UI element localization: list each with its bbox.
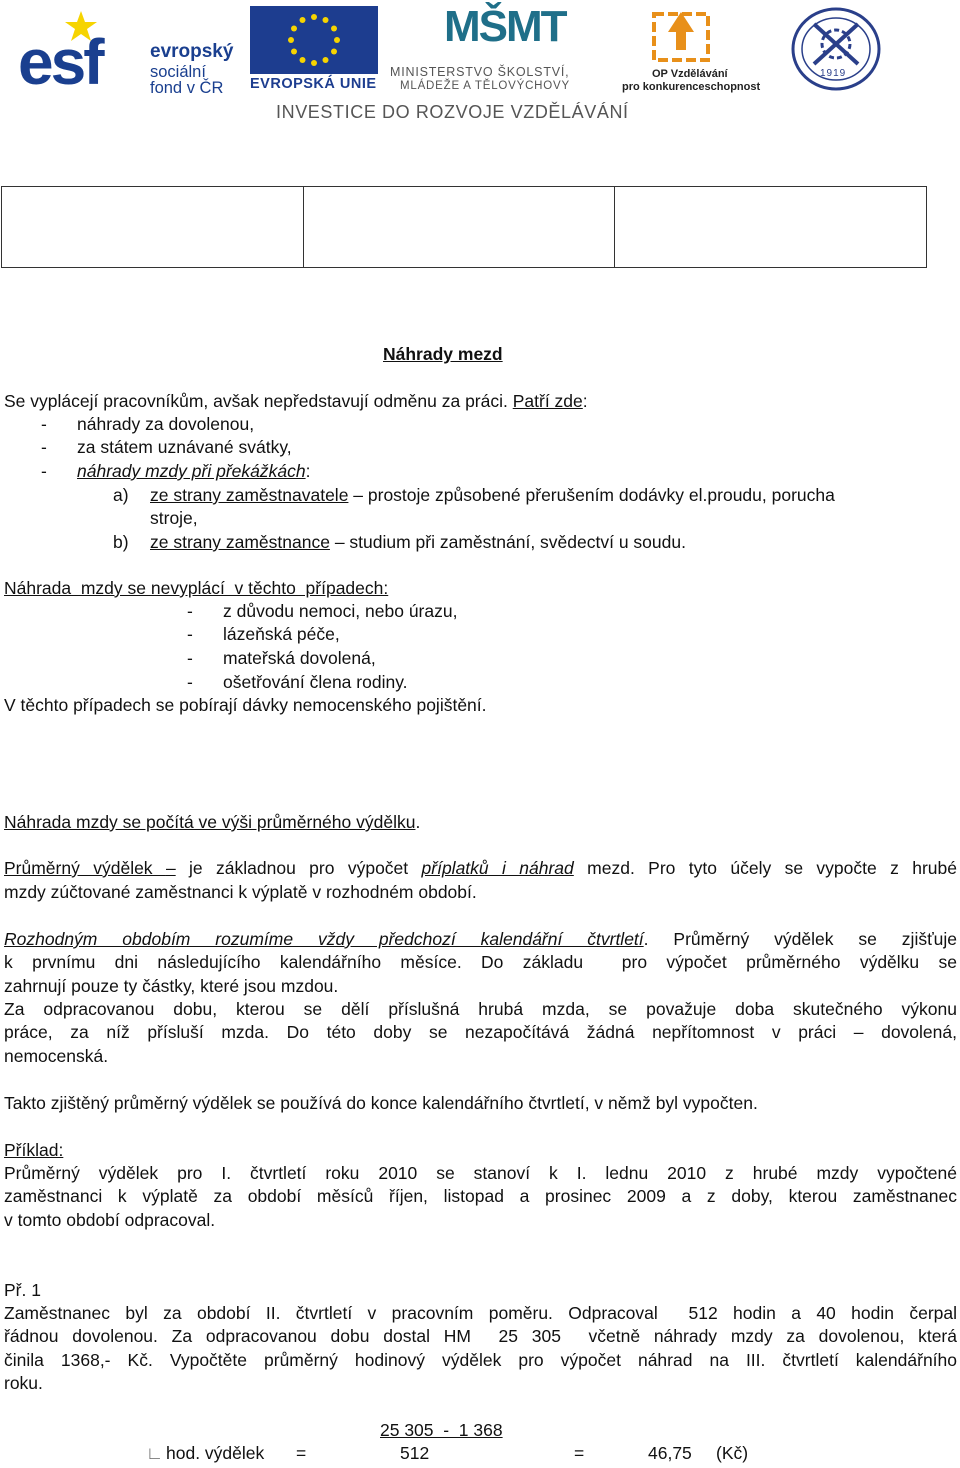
list-item-text <box>77 460 310 483</box>
nonpay-dash: - <box>187 624 193 644</box>
formula-denominator: 512 <box>400 1443 430 1463</box>
eu-stars-icon <box>286 12 342 68</box>
calc-heading-text: Náhrada mzdy se počítá ve výši průměrného výdělku <box>4 812 416 832</box>
formula-eq1: = <box>296 1443 307 1463</box>
list-dash: - <box>41 461 47 481</box>
example-line1: Průměrný výdělek pro I. čtvrtletí roku 2010 se stanoví k I. lednu 2010 z hrubé mzdy vypočtené <box>4 1163 957 1183</box>
intro-link: Patří zde <box>512 391 583 411</box>
esf-line1: evropský <box>150 41 234 62</box>
p1-dash: – <box>165 858 176 878</box>
msmt-line2: MLÁDEŽE A TĚLOVÝCHOVY <box>400 80 570 92</box>
list-item <box>41 460 47 483</box>
esf-logo <box>18 8 243 96</box>
op-logo <box>622 4 767 94</box>
p2-em: Rozhodným obdobím rozumíme vždy předchozí kalendářní čtvrtletí <box>4 929 644 949</box>
header-cell <box>2 187 304 268</box>
calc-p3-line1: Za odpracovanou dobu, kterou se dělí příslušná hrubá mzda, se považuje doba skutečného výkonu <box>4 999 957 1019</box>
sub-b-text: – studium při zaměstnání, svědectví u soudu. <box>329 532 686 552</box>
calc-heading-dot: . <box>415 812 421 832</box>
sub-a-text: – prostoje způsobené přerušením dodávky el.proudu, porucha <box>348 485 835 505</box>
example-line3: v tomto období odpracoval. <box>4 1210 216 1230</box>
nonpay-heading: Náhrada mzdy se nevyplácí v těchto případech: <box>4 578 389 598</box>
calc-p2-line1 <box>4 928 957 951</box>
nonpay-dash: - <box>187 648 193 668</box>
msmt-mark: MŠMT <box>444 2 566 51</box>
nonpay-item: z důvodu nemoci, nebo úrazu, <box>223 601 458 621</box>
formula-label: hod. výdělek <box>166 1443 265 1463</box>
esf-mark: esf <box>18 26 102 98</box>
header-table <box>1 186 927 268</box>
nonpay-item: mateřská dovolená, <box>223 648 376 668</box>
calc-p3-line3: nemocenská. <box>4 1046 109 1066</box>
p2-rest: . Průměrný výdělek se zjišťuje <box>643 929 957 949</box>
formula-eq2: = <box>574 1443 585 1463</box>
task-line2: řádnou dovolenou. Za odpracovanou dobu dostal HM 25 305 včetně náhrady mzdy za dovolenou, která <box>4 1326 957 1346</box>
list-item-text: za státem uznávané svátky, <box>77 437 292 457</box>
nonpay-item: ošetřování člena rodiny. <box>223 672 408 692</box>
op-line1: OP Vzdělávání <box>652 68 728 80</box>
list-item-text: náhrady za dovolenou, <box>77 414 255 434</box>
task-line1: Zaměstnanec byl za období II. čtvrtletí v pracovním poměru. Odpracoval 512 hodin a 40 hodin čerpal <box>4 1303 957 1323</box>
formula-result: 46,75 <box>648 1443 692 1463</box>
intro-text: Se vyplácejí pracovníkům, avšak nepředstavují odměnu za práci. <box>4 391 513 411</box>
sub-marker-a: a) <box>113 485 129 505</box>
intro-colon: : <box>582 391 588 411</box>
sub-item-a <box>150 484 835 507</box>
task-line4: roku. <box>4 1373 43 1393</box>
calc-p1-line1 <box>4 857 957 880</box>
example-line2: zaměstnanci k výplatě za období měsíců říjen, listopad a prosinec 2009 a z doby, kterou zaměstnanec <box>4 1186 957 1206</box>
sub-b-label: ze strany zaměstnance <box>150 532 330 552</box>
sub-a-continuation: stroje, <box>150 508 198 528</box>
esf-line3: fond v ČR <box>150 79 224 97</box>
formula-unit: (Kč) <box>716 1443 749 1463</box>
school-seal <box>790 6 882 92</box>
calc-p2-line2: k prvnímu dni následujícího kalendářního měsíce. Do základu pro výpočet průměrného výdělku se <box>4 952 957 972</box>
esf-line2: sociální <box>150 63 206 81</box>
calc-p1-line2: mzdy zúčtované zaměstnanci k výplatě v rozhodném období. <box>4 882 477 902</box>
eu-label: EVROPSKÁ UNIE <box>250 76 377 92</box>
list-item <box>41 413 47 436</box>
nonpay-closing: V těchto případech se pobírají dávky nemocenského pojištění. <box>4 695 487 715</box>
task-label: Př. 1 <box>4 1280 41 1300</box>
example-label: Příklad: <box>4 1140 64 1160</box>
seal-icon <box>790 6 882 92</box>
intro-line <box>4 390 588 413</box>
nonpay-item: lázeňská péče, <box>223 624 340 644</box>
list-item <box>41 436 47 459</box>
p1-mid: je základnou pro výpočet <box>175 858 422 878</box>
calc-p3-line2: práce, za níž přísluší mzda. Do této doby se nezapočítává žádná nepřítomnost v práci – dovolená, <box>4 1022 957 1042</box>
nonpay-dash: - <box>187 672 193 692</box>
list-item-label: náhrady mzdy při překážkách <box>77 461 306 481</box>
p1-link: příplatků i náhrad <box>421 858 574 878</box>
eu-logo <box>250 6 380 94</box>
calc-heading <box>4 811 420 834</box>
seal-year: 1919 <box>820 68 847 79</box>
p1-label: Průměrný výdělek <box>4 858 166 878</box>
page-title: Náhrady mezd <box>383 344 503 364</box>
op-emblem-icon <box>648 4 718 66</box>
list-dash: - <box>41 414 47 434</box>
calc-p2-line3: zahrnují pouze ty částky, které jsou mzdou. <box>4 976 339 996</box>
sub-a-label: ze strany zaměstnavatele <box>150 485 349 505</box>
list-dash: - <box>41 437 47 457</box>
sub-item-b <box>150 531 686 554</box>
list-item-suffix: : <box>305 461 311 481</box>
calc-p4: Takto zjištěný průměrný výdělek se používá do konce kalendářního čtvrtletí, v němž byl vypočten. <box>4 1093 758 1113</box>
header-cell <box>304 187 615 268</box>
header-cell <box>615 187 927 268</box>
msmt-logo <box>388 2 613 94</box>
task-line3: činila 1368,- Kč. Vypočtěte průměrný hodinový výdělek pro výpočet náhrad na III. čtvrtletí kalendářního <box>4 1350 957 1370</box>
msmt-line1: MINISTERSTVO ŠKOLSTVÍ, <box>390 65 570 79</box>
formula-numerator: 25 305 - 1 368 <box>380 1420 503 1440</box>
sub-marker-b: b) <box>113 532 129 552</box>
op-line2: pro konkurenceschopnost <box>622 81 761 93</box>
p1-rest: mezd. Pro tyto účely se vypočte z hrubé <box>573 858 957 878</box>
slogan: INVESTICE DO ROZVOJE VZDĚLÁVÁNÍ <box>276 102 629 122</box>
nonpay-dash: - <box>187 601 193 621</box>
formula-prefix: ∟ <box>146 1443 164 1463</box>
